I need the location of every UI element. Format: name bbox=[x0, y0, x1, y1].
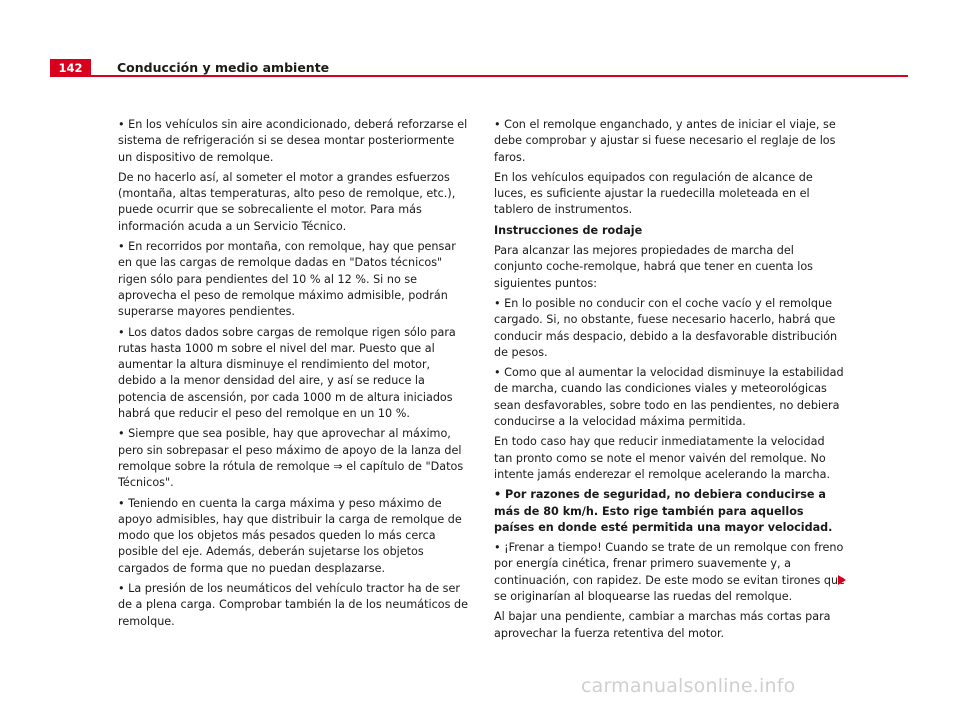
paragraph: • Con el remolque enganchado, y antes de iniciar el viaje, se debe comprobar y ajustar si fuese necesario el reglaje de los faros. bbox=[494, 118, 836, 164]
paragraph: • Siempre que sea posible, hay que aprovechar al máximo, pero sin sobrepasar el peso máximo de apoyo de la lanza del remolque sobre la rótula de remolque ⇒ el capítulo de "Datos Técnicos". bbox=[118, 427, 464, 490]
paragraph: • En lo posible no conducir con el coche vacío y el remolque cargado. Si, no obstante, fuese necesario hacerlo, habrá que conducir más despacio, debido a la desfavorable distribución de pesos. bbox=[494, 296, 838, 359]
paragraph: • Teniendo en cuenta la carga máxima y peso máximo de apoyo admisibles, hay que distribuir la carga de remolque de modo que los objetos más pesados queden lo más cerca posible del eje. Además, deberán sujetarse los objetos cargados de forma que no puedan desplazarse. bbox=[118, 496, 462, 575]
left-column bbox=[118, 117, 470, 634]
paragraph: Para alcanzar las mejores propiedades de marcha del conjunto coche-remolque, habrá que tener en cuenta los siguientes puntos: bbox=[494, 244, 814, 290]
paragraph: Al bajar una pendiente, cambiar a marchas más cortas para aprovechar la fuerza retentiva del motor. bbox=[494, 610, 831, 640]
paragraph: • Como que al aumentar la velocidad disminuye la estabilidad de marcha, cuando las condiciones viales y meteorológicas sean desfavorables, sobre todo en las pendientes, no debiera conducirse a la velocidad máxima permitida. bbox=[494, 366, 844, 429]
paragraph: En todo caso hay que reducir inmediatamente la velocidad tan pronto como se note el menor vaivén del remolque. No intente jamás enderezar el remolque acelerando la marcha. bbox=[494, 435, 831, 481]
chapter-title: Conducción y medio ambiente bbox=[117, 60, 330, 75]
watermark: carmanualsonline.info bbox=[581, 675, 796, 697]
paragraph: • En recorridos por montaña, con remolque, hay que pensar en que las cargas de remolque dadas en "Datos técnicos" rigen sólo para pendientes del 10 % al 12 %. Si no se aprovecha el peso de remolque máximo admisible, podrán superarse mayores pendientes. bbox=[118, 240, 456, 319]
paragraph: • La presión de los neumáticos del vehículo tractor ha de ser de a plena carga. Comprobar también la de los neumáticos de remolque. bbox=[118, 582, 468, 628]
right-column bbox=[494, 117, 846, 646]
paragraph: • Los datos dados sobre cargas de remolque rigen sólo para rutas hasta 1000 m sobre el nivel del mar. Puesto que al aumentar la altura disminuye el rendimiento del motor, debido a la menor densidad del aire, y así se reduce la potencia de ascensión, por cada 1000 m de altura iniciados habrá que reducir el peso del remolque en un 10 %. bbox=[118, 325, 456, 421]
continue-arrow-icon bbox=[838, 575, 846, 585]
section-heading: Instrucciones de rodaje bbox=[494, 223, 643, 237]
page-number: 142 bbox=[50, 59, 91, 77]
paragraph: En los vehículos equipados con regulación de alcance de luces, es suficiente ajustar la ruedecilla moleteada en el tablero de instrumentos. bbox=[494, 170, 813, 217]
paragraph: De no hacerlo así, al someter el motor a grandes esfuerzos (montaña, altas temperaturas, alto peso de remolque, etc.), puede ocurrir que se sobrecaliente el motor. Para más información acuda a un Servicio Técnico. bbox=[118, 170, 456, 233]
header-divider bbox=[91, 75, 908, 77]
safety-warning: • Por razones de seguridad, no debiera conducirse a más de 80 km/h. Esto rige también para aquellos países en donde esté permitida una mayor velocidad. bbox=[494, 488, 833, 534]
paragraph: • En los vehículos sin aire acondicionado, deberá reforzarse el sistema de refrigeración si se desea montar posteriormente un dispositivo de remolque. bbox=[118, 118, 468, 164]
paragraph: • ¡Frenar a tiempo! Cuando se trate de un remolque con freno por energía cinética, frenar primero suavemente y, a continuación, con rapidez. De este modo se evitan tirones que se originarían al bloquearse las ruedas del remolque. bbox=[494, 541, 845, 604]
